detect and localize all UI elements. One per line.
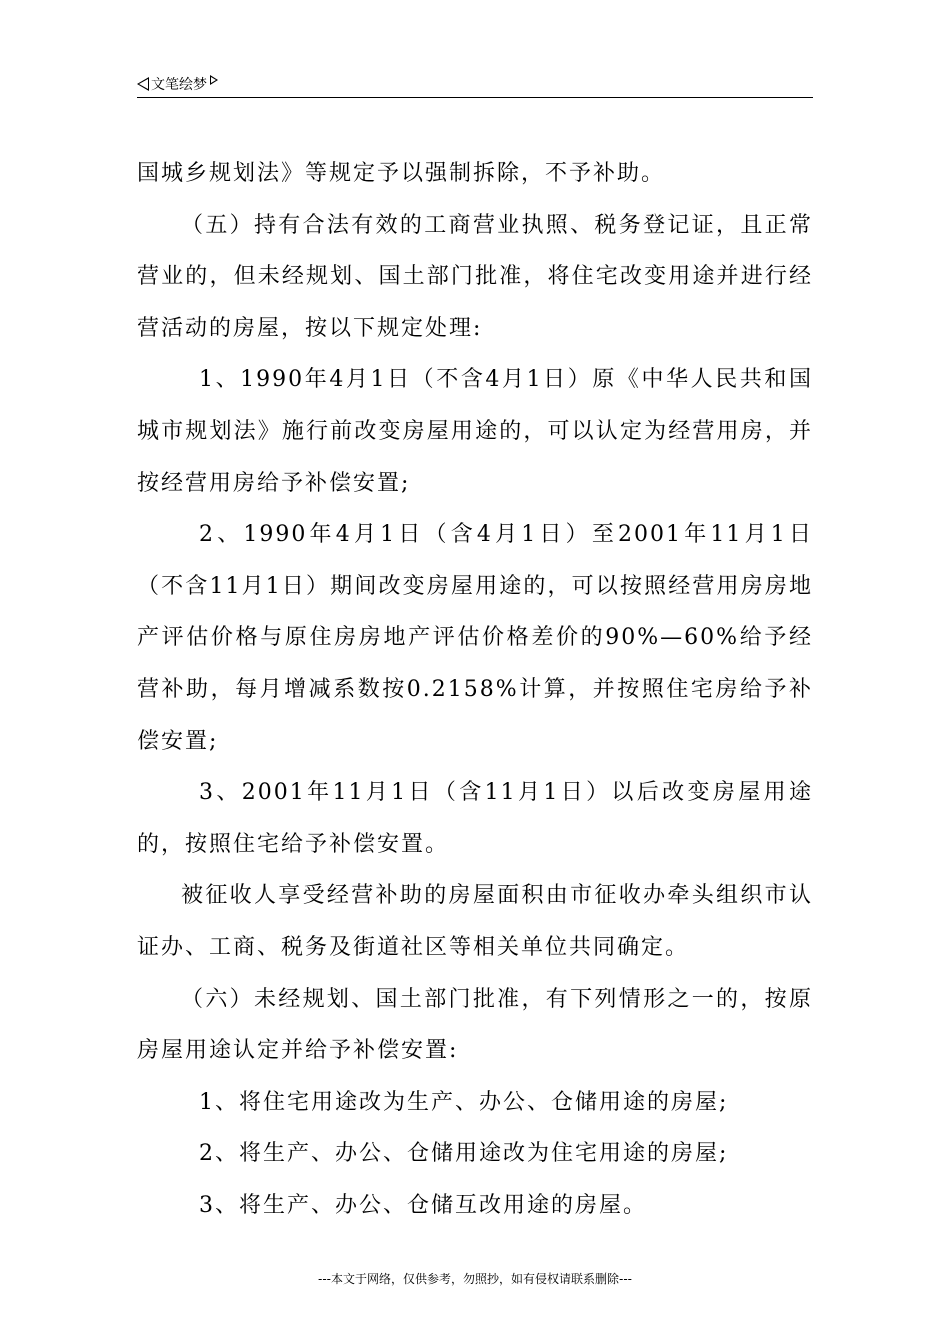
page-footer: ---本文于网络，仅供参考，勿照抄，如有侵权请联系删除--- bbox=[318, 1272, 632, 1286]
page-header bbox=[137, 74, 813, 94]
paragraph: （五）持有合法有效的工商营业执照、税务登记证，且正常营业的，但未经规划、国土部门批准，将住宅改变用途并进行经营活动的房屋，按以下规定处理: bbox=[137, 212, 813, 341]
header-rule bbox=[137, 97, 813, 98]
paragraph: 被征收人享受经营补助的房屋面积由市征收办牵头组织市认证办、工商、税务及街道社区等相关单位共同确定。 bbox=[137, 883, 813, 960]
triangle-right-icon bbox=[210, 75, 218, 85]
paragraph: 国城乡规划法》等规定予以强制拆除，不予补助。 bbox=[137, 161, 666, 186]
header-title: 文笔绘梦 bbox=[151, 77, 207, 93]
paragraph: 1、将住宅用途改为生产、办公、仓储用途的房屋; bbox=[199, 1089, 729, 1115]
document-body bbox=[137, 148, 813, 1231]
paragraph: 2、1990年4月1日（含4月1日）至2001年11月1日（不含11月1日）期间改变房屋用途的，可以按照经营用房房地产评估价格与原住房房地产评估价格差价的90%—60%给予经营补助，每月增减系数按0.2158%计算，并按照住宅房给予补偿安置; bbox=[137, 522, 813, 754]
paragraph: 3、将生产、办公、仓储互改用途的房屋。 bbox=[199, 1192, 647, 1218]
paragraph: 1、1990年4月1日（不含4月1日）原《中华人民共和国城市规划法》施行前改变房屋用途的，可以认定为经营用房，并按经营用房给予补偿安置; bbox=[137, 367, 813, 496]
triangle-left-icon bbox=[137, 77, 149, 91]
paragraph: （六）未经规划、国土部门批准，有下列情形之一的，按原房屋用途认定并给予补偿安置: bbox=[137, 986, 813, 1064]
paragraph: 2、将生产、办公、仓储用途改为住宅用途的房屋; bbox=[199, 1141, 729, 1167]
paragraph: 3、2001年11月1日（含11月1日）以后改变房屋用途的，按照住宅给予补偿安置。 bbox=[137, 780, 813, 857]
